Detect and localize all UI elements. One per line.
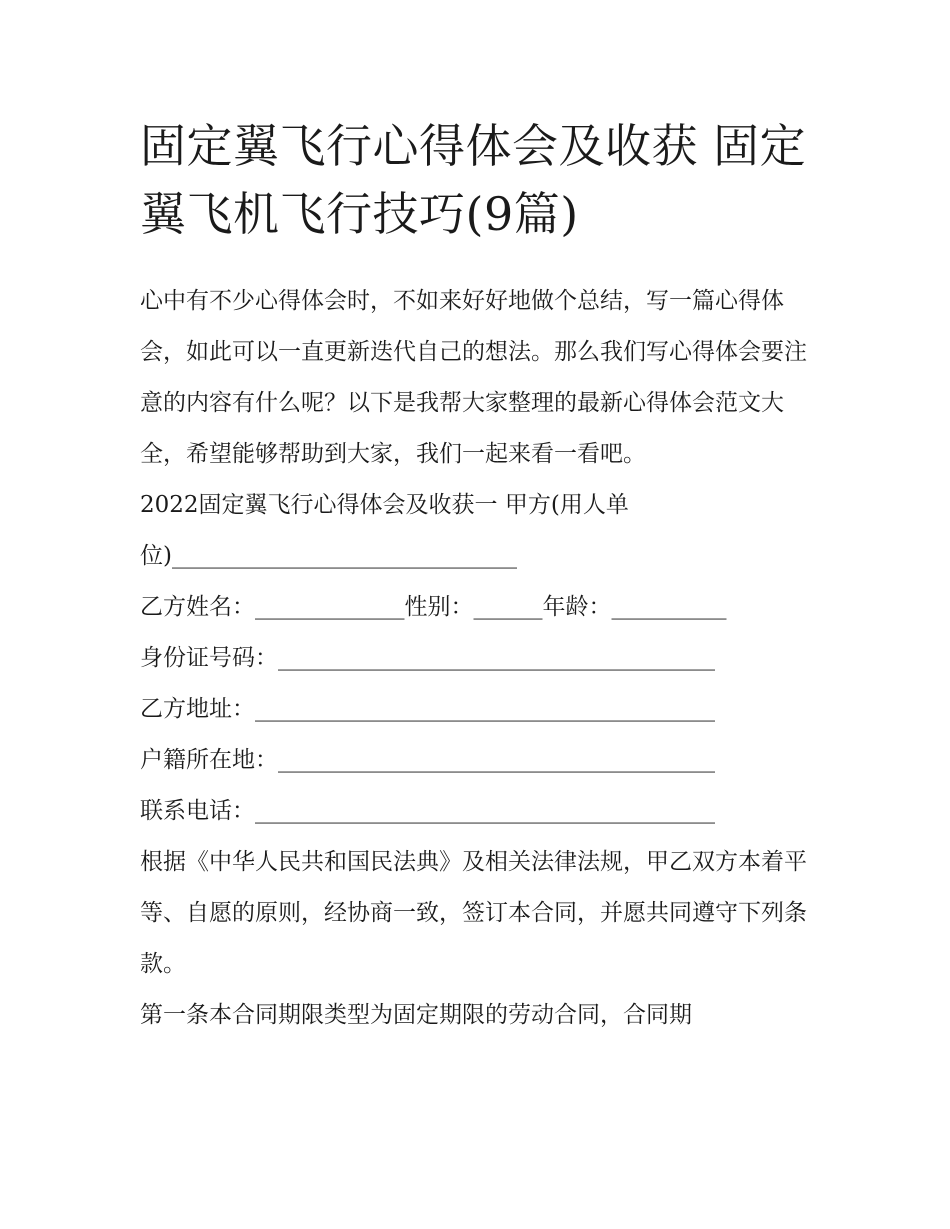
article-1-paragraph: 第一条本合同期限类型为固定期限的劳动合同，合同期	[140, 1002, 692, 1028]
intro-paragraph: 心中有不少心得体会时，不如来好好地做个总结，写一篇心得体会，如此可以一直更新迭代自己的想法。那么我们写心得体会要注意的内容有什么呢？以下是我帮大家整理的最新心得体会范文大全，希望能够帮助到大家，我们一起来看一看吧。	[140, 288, 807, 467]
clause-intro-paragraph: 根据《中华人民共和国民法典》及相关法律法规，甲乙双方本着平等、自愿的原则，经协商一致，签订本合同，并愿共同遵守下列条款。	[140, 849, 807, 977]
id-number-line: 身份证号码：______________________________________	[140, 645, 715, 671]
document-body	[140, 276, 820, 1041]
section-heading-party-a: 2022固定翼飞行心得体会及收获一 甲方(用人单位)______________________________	[140, 492, 629, 569]
document-title: 固定翼飞行心得体会及收获 固定翼飞机飞行技巧(9篇)	[140, 119, 807, 241]
phone-line: 联系电话：________________________________________	[140, 798, 715, 824]
address-line: 乙方地址：________________________________________	[140, 696, 715, 722]
party-b-name-gender-age-line: 乙方姓名：_____________性别：______年龄：__________	[140, 594, 727, 620]
household-registration-line: 户籍所在地：______________________________________	[140, 747, 715, 773]
